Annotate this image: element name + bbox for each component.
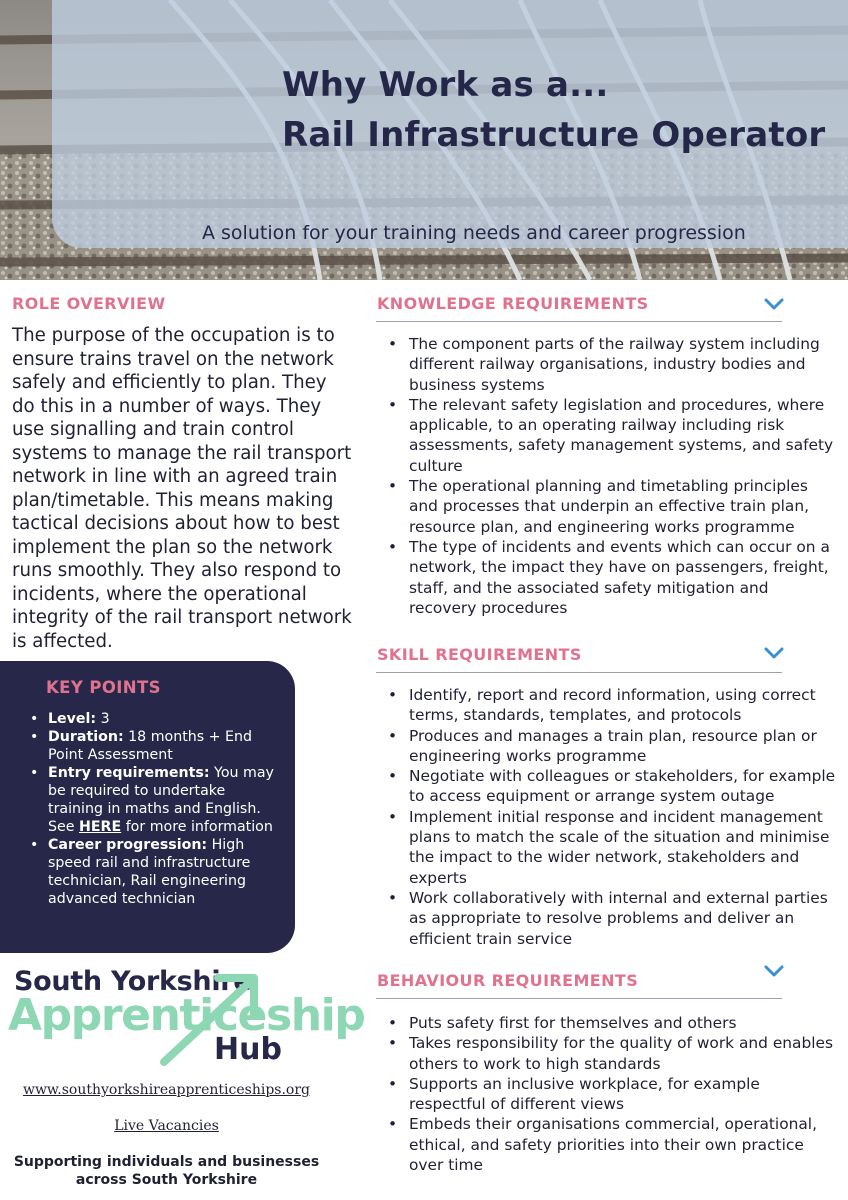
skills-heading: SKILL REQUIREMENTS	[377, 645, 582, 664]
list-item: • Embeds their organisations commercial, operational, ethical, and safety priorities into their own practice over time	[386, 1114, 836, 1175]
key-point-entry	[26, 764, 276, 836]
list-item: • Negotiate with colleagues or stakeholders, for example to access equipment or arrange system outage	[386, 766, 836, 807]
key-point-label: Career progression:	[48, 837, 208, 853]
list-item: • The operational planning and timetabling principles and processes that underpin an effective train plan, resource plan, and engineering works programme	[386, 476, 836, 537]
skills-list	[386, 685, 836, 949]
role-overview-heading: ROLE OVERVIEW	[12, 294, 166, 313]
website-link[interactable]: www.southyorkshireapprenticeships.org	[22, 1082, 311, 1098]
hub-logo	[8, 966, 365, 1067]
chevron-down-icon[interactable]	[763, 963, 785, 979]
knowledge-heading: KNOWLEDGE REQUIREMENTS	[377, 294, 649, 313]
logo-text-line2: Apprenticeship	[8, 990, 365, 1041]
tagline	[0, 1153, 333, 1189]
list-item: • Takes responsibility for the quality of work and enables others to work to high standards	[386, 1033, 836, 1074]
role-overview-text: The purpose of the occupation is to ensure trains travel on the network safely and efficiently to plan. They do this in a number of ways. They use signalling and train control systems to manage the rail transport network in line with an agreed train plan/timetable. This means making tactical decisions about how to best implement the plan so the network runs smoothly. They also respond to incidents, where the operational integrity of the rail transport network is affected.	[12, 325, 352, 652]
list-item: • Supports an inclusive workplace, for example respectful of different views	[386, 1074, 836, 1115]
key-point-label: Level:	[48, 711, 97, 727]
chevron-down-icon[interactable]	[763, 296, 785, 312]
chevron-down-icon[interactable]	[763, 645, 785, 661]
key-points-heading: KEY POINTS	[46, 678, 161, 697]
tagline-line1: Supporting individuals and businesses	[13, 1154, 320, 1170]
list-item: • The type of incidents and events which can occur on a network, the impact they have on passengers, freight, staff, and the associated safety mitigation and recovery procedures	[386, 537, 836, 618]
logo-text-line1: South Yorkshire	[14, 966, 252, 997]
list-item: • Puts safety first for themselves and others	[386, 1013, 836, 1033]
entry-requirements-link[interactable]: HERE	[78, 819, 122, 835]
logo-text-line3: Hub	[214, 1032, 282, 1067]
hero-banner	[0, 0, 848, 280]
page-title	[282, 60, 825, 160]
key-point-career	[26, 836, 276, 908]
key-points-list	[26, 710, 276, 908]
key-point-duration	[26, 728, 276, 764]
page-title-line1: Why Work as a...	[282, 65, 609, 105]
live-vacancies-link[interactable]: Live Vacancies	[114, 1118, 219, 1134]
section-divider	[376, 672, 782, 673]
knowledge-list	[386, 334, 836, 618]
key-point-value: High speed rail and infrastructure technician, Rail engineering advanced technician	[48, 837, 251, 907]
tagline-line2: across South Yorkshire	[75, 1172, 258, 1188]
list-item: • Identify, report and record information, using correct terms, standards, templates, and protocols	[386, 685, 836, 726]
section-divider	[376, 321, 782, 322]
list-item: • Implement initial response and incident management plans to match the scale of the situation and minimise the impact to the wider network, stakeholders and experts	[386, 807, 836, 888]
key-point-value: 18 months + End Point Assessment	[48, 729, 253, 763]
key-point-value: You may be required to undertake training in maths and English. See	[48, 765, 274, 835]
list-item: • Work collaboratively with internal and external parties as appropriate to resolve problems and deliver an efficient train service	[386, 888, 836, 949]
behaviour-heading: BEHAVIOUR REQUIREMENTS	[377, 971, 639, 990]
key-point-level	[26, 710, 276, 728]
key-point-value: 3	[100, 711, 110, 727]
list-item: • The relevant safety legislation and procedures, where applicable, to an operating railway including risk assessments, safety management systems, and safety culture	[386, 395, 836, 476]
behaviour-list	[386, 1013, 836, 1175]
section-divider	[376, 998, 782, 999]
page-title-line2: Rail Infrastructure Operator	[282, 115, 826, 155]
list-item: • Produces and manages a train plan, resource plan or engineering works programme	[386, 726, 836, 767]
key-point-label: Entry requirements:	[48, 765, 210, 781]
key-point-label: Duration:	[48, 729, 124, 745]
page-subtitle: A solution for your training needs and career progression	[202, 222, 746, 244]
list-item: • The component parts of the railway system including different railway organisations, industry bodies and business systems	[386, 334, 836, 395]
key-point-value: for more information	[125, 819, 273, 835]
